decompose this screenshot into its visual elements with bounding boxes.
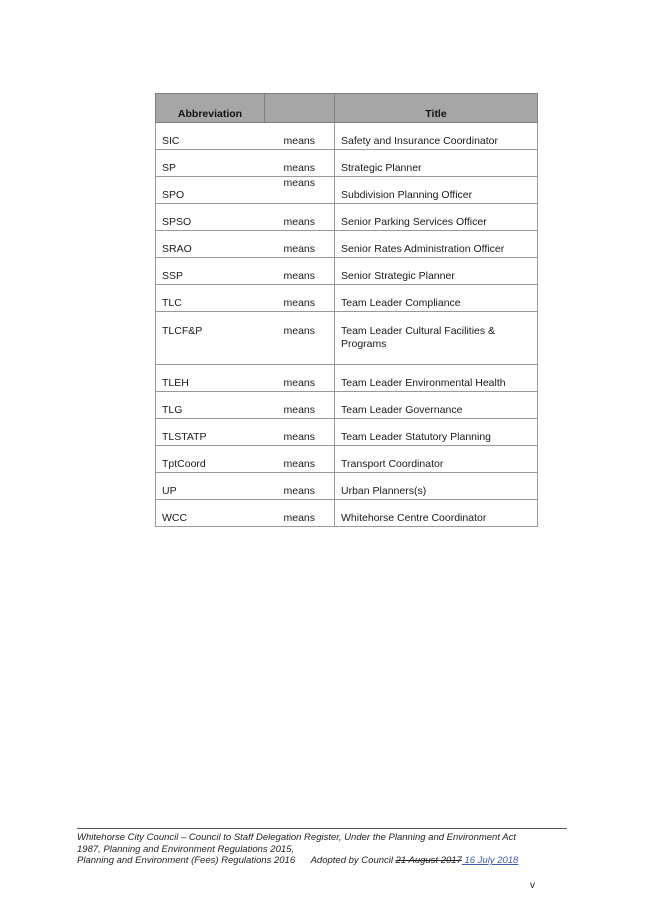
abbr-cell: TptCoord	[156, 446, 265, 473]
abbr-cell: SSP	[156, 258, 265, 285]
footer-line-2: 1987, Planning and Environment Regulations 2015,	[77, 843, 295, 855]
footer-line-3	[77, 855, 567, 867]
title-cell: Safety and Insurance Coordinator	[335, 123, 538, 150]
table-row	[156, 365, 538, 392]
abbr-cell: SRAO	[156, 231, 265, 258]
abbr-cell: SPSO	[156, 204, 265, 231]
page-footer	[77, 828, 567, 867]
table-row	[156, 500, 538, 527]
table-row	[156, 419, 538, 446]
title-cell: Transport Coordinator	[335, 446, 538, 473]
means-cell: means	[265, 473, 335, 500]
abbr-cell: TLG	[156, 392, 265, 419]
table-row	[156, 446, 538, 473]
table-row	[156, 123, 538, 150]
abbr-cell: TLCF&P	[156, 312, 265, 365]
title-cell: Team Leader Compliance	[335, 285, 538, 312]
means-cell: means	[265, 365, 335, 392]
table-row	[156, 231, 538, 258]
abbreviations-table	[155, 93, 538, 527]
abbr-cell: TLEH	[156, 365, 265, 392]
title-cell: Whitehorse Centre Coordinator	[335, 500, 538, 527]
title-cell: Subdivision Planning Officer	[335, 177, 538, 204]
header-abbreviation: Abbreviation	[156, 94, 265, 123]
footer-regulations-adopted: Planning and Environment (Fees) Regulations 2016 Adopted by Council	[77, 855, 396, 866]
table-row	[156, 177, 538, 204]
header-blank	[265, 94, 335, 123]
abbr-cell: SPO	[156, 177, 265, 204]
title-cell: Urban Planners(s)	[335, 473, 538, 500]
means-cell: means	[265, 231, 335, 258]
title-cell: Team Leader Cultural Facilities & Programs	[335, 312, 538, 365]
table-header-row	[156, 94, 538, 123]
abbr-cell: TLSTATP	[156, 419, 265, 446]
means-cell: means	[265, 150, 335, 177]
means-cell: means	[265, 312, 335, 365]
means-cell: means	[265, 419, 335, 446]
footer-line-1: Whitehorse City Council – Council to Staff Delegation Register, Under the Planning and Environment Act	[77, 832, 516, 843]
table-row	[156, 150, 538, 177]
means-cell: means	[265, 500, 335, 527]
means-cell: means	[265, 285, 335, 312]
inserted-date: 16 July 2018	[461, 855, 519, 866]
abbr-cell: UP	[156, 473, 265, 500]
title-cell: Team Leader Environmental Health	[335, 365, 538, 392]
abbr-cell: SIC	[156, 123, 265, 150]
means-cell: means	[265, 258, 335, 285]
deleted-date: 21 August 2017	[395, 855, 462, 866]
table-row	[156, 392, 538, 419]
title-cell: Senior Strategic Planner	[335, 258, 538, 285]
header-title: Title	[335, 94, 538, 123]
abbr-cell: TLC	[156, 285, 265, 312]
page-number: v	[530, 880, 535, 891]
title-cell: Team Leader Governance	[335, 392, 538, 419]
table-row	[156, 258, 538, 285]
means-cell: means	[265, 204, 335, 231]
table-row	[156, 204, 538, 231]
means-cell: means	[265, 177, 335, 204]
title-cell: Strategic Planner	[335, 150, 538, 177]
table-row	[156, 312, 538, 365]
title-cell: Team Leader Statutory Planning	[335, 419, 538, 446]
table-row	[156, 285, 538, 312]
means-cell: means	[265, 123, 335, 150]
table-row	[156, 473, 538, 500]
abbr-cell: SP	[156, 150, 265, 177]
title-cell: Senior Parking Services Officer	[335, 204, 538, 231]
means-cell: means	[265, 446, 335, 473]
abbr-cell: WCC	[156, 500, 265, 527]
title-cell: Senior Rates Administration Officer	[335, 231, 538, 258]
means-cell: means	[265, 392, 335, 419]
